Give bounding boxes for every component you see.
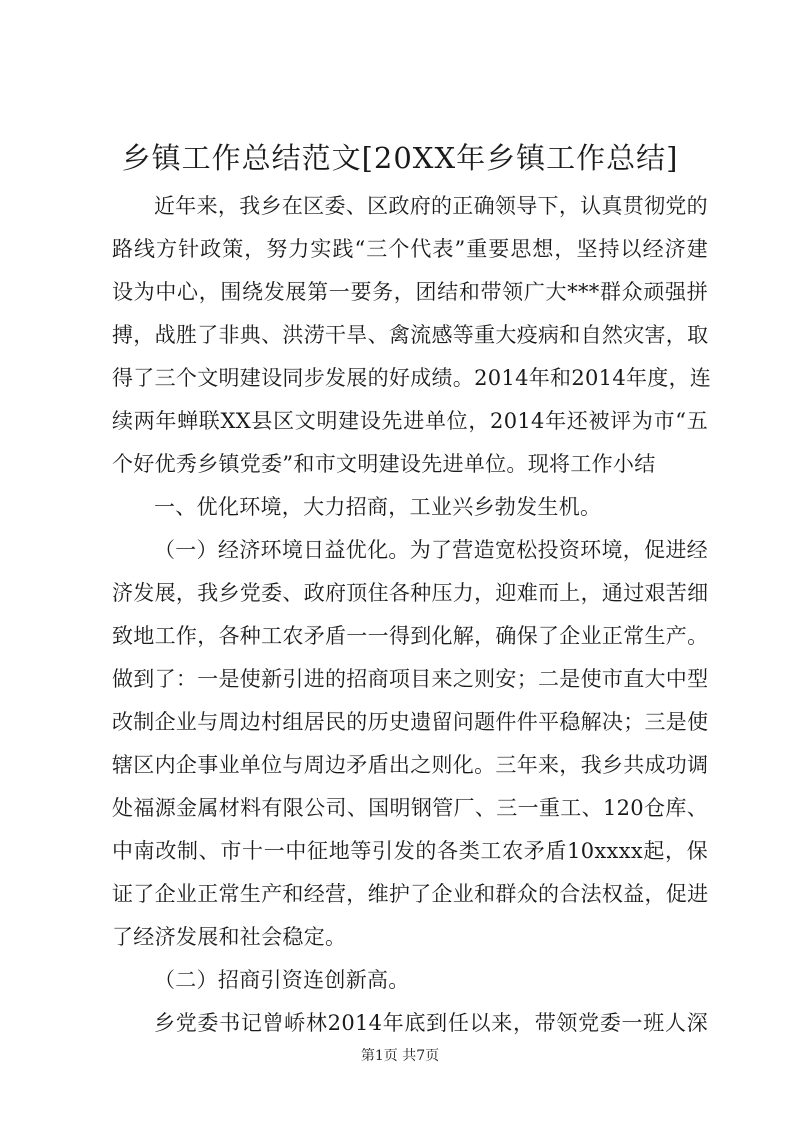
paragraph-line: 路线方针政策，努力实践“三个代表”重要思想，坚持以经济建 [112,237,708,261]
paragraph-line: 得了三个文明建设同步发展的好成绩。2014年和2014年度，连 [112,366,712,390]
paragraph-line: 济发展，我乡党委、政府顶住各种压力，迎难而上，通过艰苦细 [112,581,709,605]
page-number: 第1页 共7页 [360,1048,440,1064]
paragraph-line: （一）经济环境日益优化。为了营造宽松投资环境，促进经 [154,538,708,562]
paragraph-line: 搏，战胜了非典、洪涝干旱、禽流感等重大疫病和自然灾害，取 [112,323,709,347]
paragraph-line: 近年来，我乡在区委、区政府的正确领导下，认真贯彻党的 [154,194,708,218]
paragraph-line: 个好优秀乡镇党委”和市文明建设先进单位。现将工作小结 [112,452,656,476]
document-body [112,185,712,1045]
paragraph-line: 改制企业与周边村组居民的历史遗留问题件件平稳解决；三是使 [112,710,709,734]
paragraph-line: 设为中心，围绕发展第一要务，团结和带领广大***群众顽强拼 [112,280,708,304]
paragraph-line: 中南改制、市十一中征地等引发的各类工农矛盾10xxxx起，保 [112,839,708,863]
paragraph-line: 辖区内企事业单位与周边矛盾出之则化。三年来，我乡共成功调 [112,753,709,777]
paragraph-line: 证了企业正常生产和经营，维护了企业和群众的合法权益，促进 [112,882,709,906]
paragraph-line: 续两年蝉联XX县区文明建设先进单位，2014年还被评为市“五 [112,409,708,433]
paragraph-line: 了经济发展和社会稳定。 [112,925,347,949]
paragraph-line: 处福源金属材料有限公司、国明钢管厂、三一重工、120仓库、 [112,796,708,820]
paragraph-line: 致地工作，各种工农矛盾一一得到化解，确保了企业正常生产。 [112,624,709,648]
paragraph-line: 乡党委书记曾峤林2014年底到任以来，带领党委一班人深 [154,1011,708,1035]
subsection-heading: （二）招商引资连创新高。 [154,968,410,992]
paragraph-line: 做到了：一是使新引进的招商项目来之则安；二是使市直大中型 [112,667,709,691]
document-title: 乡镇工作总结范文[20XX年乡镇工作总结] [121,141,679,175]
section-heading: 一、优化环境，大力招商，工业兴乡勃发生机。 [154,495,602,519]
